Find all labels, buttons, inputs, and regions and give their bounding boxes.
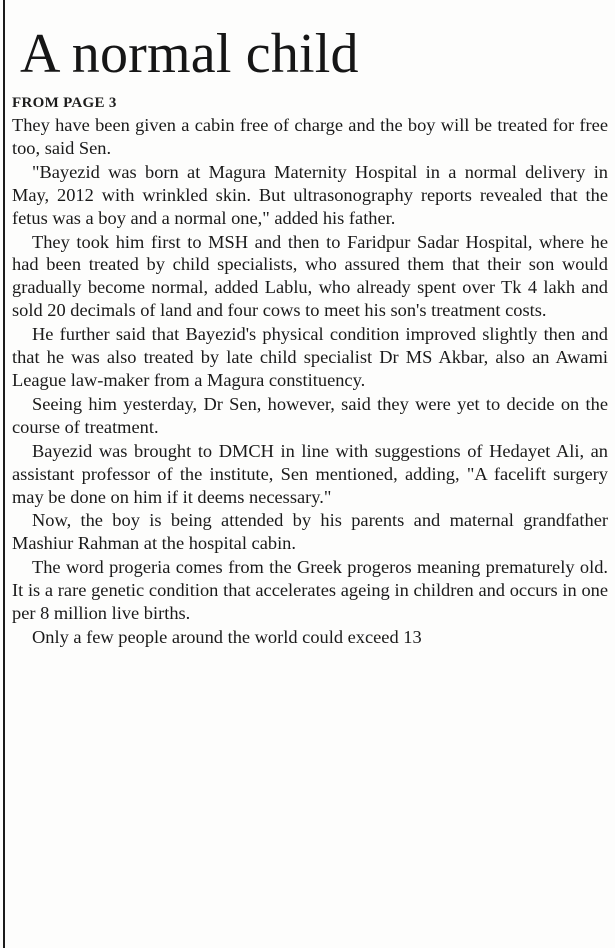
article-paragraph: "Bayezid was born at Magura Maternity Hospital in a normal delivery in May, 2012 with wrinkled skin. But ultrasonography reports revealed that the fetus was a boy and a normal one," added his father.: [12, 161, 608, 228]
article-paragraph: He further said that Bayezid's physical condition improved slightly then and that he was also treated by late child specialist Dr MS Akbar, also an Awami League law-maker from a Magura constituency.: [12, 324, 608, 390]
article-paragraph: Only a few people around the world could exceed 13: [32, 626, 422, 647]
article-column: [12, 0, 608, 649]
article-paragraph: Now, the boy is being attended by his parents and maternal grandfather Mashiur Rahman at the hospital cabin.: [12, 510, 608, 554]
article-paragraph: Seeing him yesterday, Dr Sen, however, said they were yet to decide on the course of treatment.: [12, 393, 608, 437]
article-headline: A normal child: [20, 23, 359, 85]
article-body: [12, 114, 608, 649]
article-paragraph: They took him first to MSH and then to Faridpur Sadar Hospital, where he had been treated by child specialists, who assured them that their son would gradually become normal, added Lablu, who already spent over Tk 4 lakh and sold 20 decimals of land and four cows to meet his son's treatment costs.: [12, 231, 608, 321]
continued-from-label: FROM PAGE 3: [12, 95, 117, 111]
article-paragraph: Bayezid was brought to DMCH in line with suggestions of Hedayet Ali, an assistant professor of the institute, Sen mentioned, adding, "A facelift surgery may be done on him if it deems necessary.": [12, 440, 608, 507]
article-paragraph: They have been given a cabin free of charge and the boy will be treated for free too, said Sen.: [12, 115, 608, 158]
article-paragraph: The word progeria comes from the Greek progeros meaning prematurely old. It is a rare genetic condition that accelerates ageing in children and occurs in one per 8 million live births.: [12, 557, 608, 624]
column-divider-line: [3, 0, 5, 948]
